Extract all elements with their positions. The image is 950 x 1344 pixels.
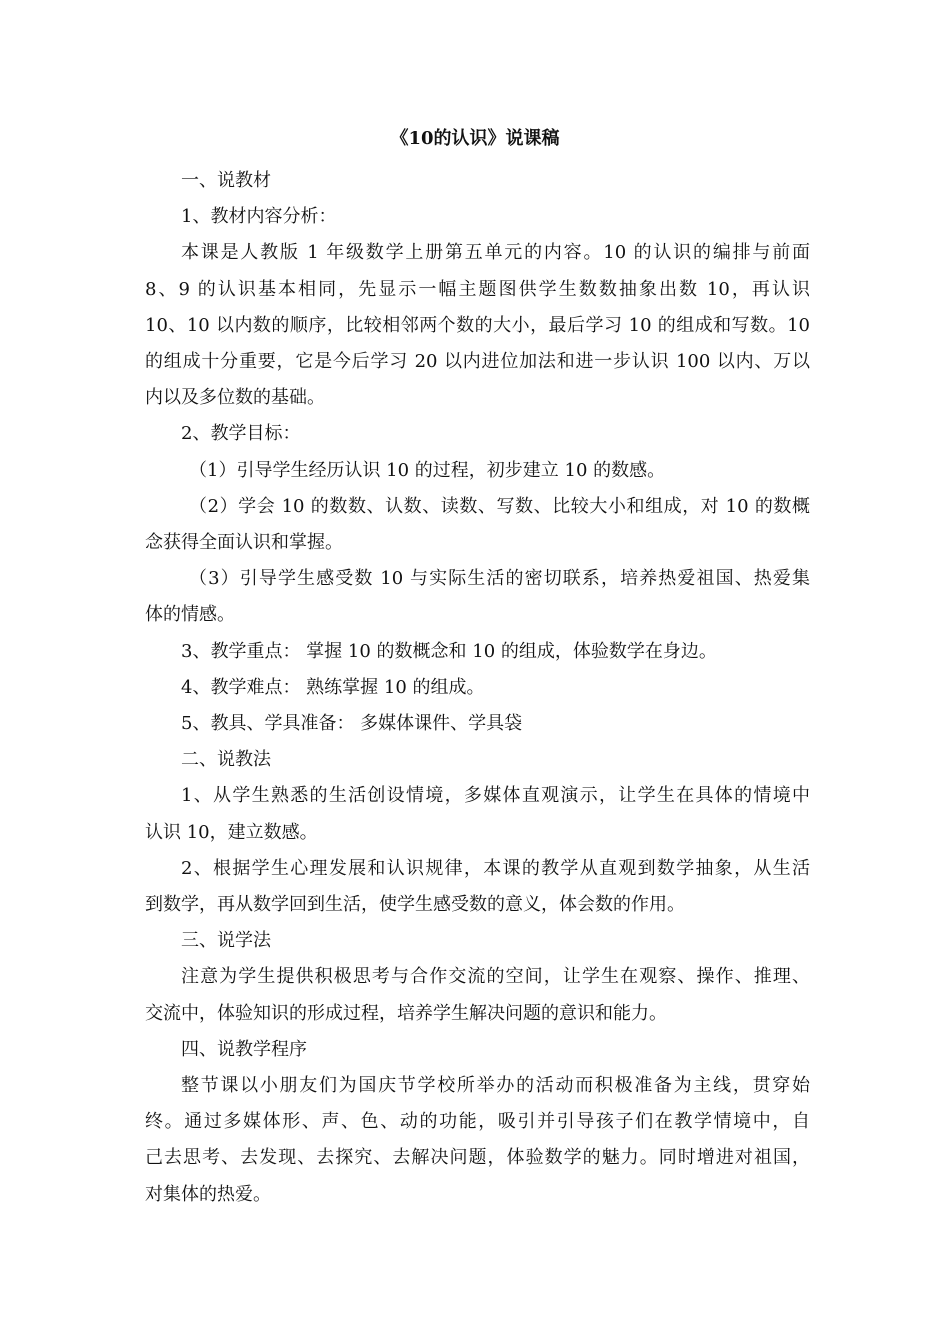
text-line: 二、说教法 <box>181 749 271 771</box>
text-line: 1、从学生熟悉的生活创设情境，多媒体直观演示，让学生在具体的情境中 <box>181 785 810 807</box>
text-line: 本课是人教版 1 年级数学上册第五单元的内容。10 的认识的编排与前面 <box>181 242 810 264</box>
text-line: 体的情感。 <box>145 604 235 626</box>
text-line: 1、教材内容分析： <box>181 206 337 228</box>
text-line: （1）引导学生经历认识 10 的过程，初步建立 10 的数感。 <box>189 459 666 481</box>
text-line: 交流中，体验知识的形成过程，培养学生解决问题的意识和能力。 <box>145 1002 667 1024</box>
text-line: 2、根据学生心理发展和认识规律，本课的教学从直观到数学抽象，从生活 <box>181 857 810 879</box>
text-line: 注意为学生提供积极思考与合作交流的空间，让学生在观察、操作、推理、 <box>181 966 810 988</box>
text-line: 4、教学难点： 熟练掌握 10 的组成。 <box>181 676 485 698</box>
text-line: 10、10 以内数的顺序，比较相邻两个数的大小，最后学习 10 的组成和写数。10 <box>145 314 810 336</box>
text-line: 终。通过多媒体形、声、色、动的功能，吸引并引导孩子们在教学情境中，自 <box>145 1111 810 1133</box>
text-line: 整节课以小朋友们为国庆节学校所举办的活动而积极准备为主线，贯穿始 <box>181 1075 810 1097</box>
text-line: 一、说教材 <box>181 170 271 191</box>
text-line: 5、教具、学具准备： 多媒体课件、学具袋 <box>181 713 523 735</box>
text-line: 己去思考、去发现、去探究、去解决问题，体验数学的魅力。同时增进对祖国， <box>145 1147 810 1169</box>
text-line: 到数学，再从数学回到生活，使学生感受数的意义，体会数的作用。 <box>145 894 685 916</box>
text-line: 内以及多位数的基础。 <box>145 387 325 409</box>
text-line: （2）学会 10 的数数、认数、读数、写数、比较大小和组成，对 10 的数概 <box>189 495 810 517</box>
text-line: 认识 10，建立数感。 <box>145 821 318 843</box>
text-line: 三、说学法 <box>181 930 271 952</box>
text-line: 的组成十分重要，它是今后学习 20 以内进位加法和进一步认识 100 以内、万以 <box>145 351 810 373</box>
text-line: 3、教学重点： 掌握 10 的数概念和 10 的组成，体验数学在身边。 <box>181 640 717 662</box>
document-body <box>145 163 810 1213</box>
text-line: 四、说教学程序 <box>181 1038 307 1060</box>
text-line: 2、教学目标： <box>181 423 301 445</box>
text-line: （3）引导学生感受数 10 与实际生活的密切联系，培养热爱祖国、热爱集 <box>189 568 810 590</box>
text-line: 8、9 的认识基本相同，先显示一幅主题图供学生数数抽象出数 10，再认识 <box>145 278 810 300</box>
text-line: 对集体的热爱。 <box>145 1183 271 1205</box>
document-title: 《10的认识》说课稿 <box>390 128 560 149</box>
text-line: 念获得全面认识和掌握。 <box>145 532 343 554</box>
